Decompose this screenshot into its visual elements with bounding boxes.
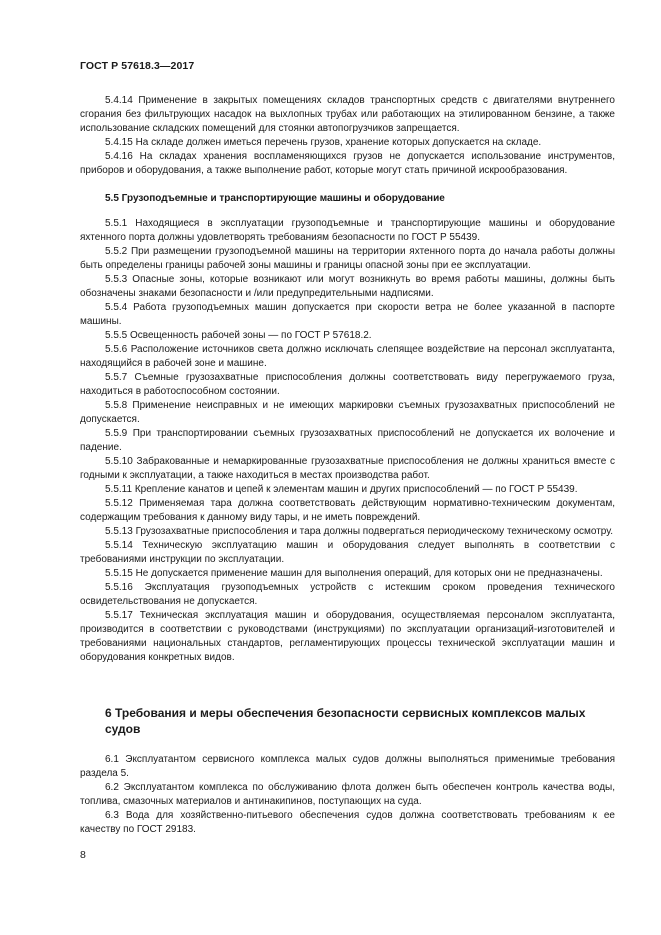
page-number: 8 [80,849,86,861]
paragraph-5-5-5: 5.5.5 Освещенность рабочей зоны — по ГОСТ Р 57618.2. [105,330,372,341]
paragraph-5-5-6: 5.5.6 Расположение источников света должно исключать слепящее воздействие на персонал эксплуатанта, находящийся в рабочей зоне и машине. [80,344,615,369]
main-text [80,94,615,665]
paragraph-5-5-14: 5.5.14 Техническую эксплуатацию машин и оборудования следует выполнять в соответствии с требованиями инструкции по эксплуатации. [80,540,615,565]
section-6 [80,706,615,837]
standard-designation: ГОСТ Р 57618.3—2017 [80,60,195,72]
paragraph-5-5-15: 5.5.15 Не допускается применение машин для выполнения операций, для которых они не предназначены. [105,568,603,579]
section-6-text [80,753,615,837]
paragraph-5-4-16: 5.4.16 На складах хранения воспламеняющихся грузов не допускается использование инструментов, приборов и оборудования, а также выполнение работ, которые могут стать причиной искрообразования. [80,151,615,176]
paragraph-5-5-12: 5.5.12 Применяемая тара должна соответствовать действующим нормативно-техническим документам, содержащим требования к данному виду тары, и не иметь повреждений. [80,498,615,523]
paragraph-6-2: 6.2 Эксплуатантом комплекса по обслуживанию флота должен быть обеспечен контроль качества воды, топлива, смазочных материалов и антинакипинов, поступающих на суда. [80,782,615,807]
paragraph-6-3: 6.3 Вода для хозяйственно-питьевого обеспечения судов должна соответствовать требованиям к ее качеству по ГОСТ 29183. [80,810,615,835]
paragraph-5-5-2: 5.5.2 При размещении грузоподъемной машины на территории яхтенного порта до начала работы должны быть определены границы рабочей зоны машины и границы опасной зоны при ее эксплуатации. [80,246,615,271]
paragraph-5-4-14: 5.4.14 Применение в закрытых помещениях складов транспортных средств с двигателями внутреннего сгорания без фильтрующих насадок на выхлопных трубах или работающих на этилированном бензине, а также использование складских помещений для стоянки автопогрузчиков запрещается. [80,95,615,134]
paragraph-5-5-3: 5.5.3 Опасные зоны, которые возникают или могут возникнуть во время работы машины, должны быть обозначены знаками безопасности и /или предупредительными надписями. [80,274,615,299]
paragraph-5-5-8: 5.5.8 Применение неисправных и не имеющих маркировки съемных грузозахватных приспособлений не допускается. [80,400,615,425]
paragraph-5-5-9: 5.5.9 При транспортировании съемных грузозахватных приспособлений не допускается их волочение и падение. [80,428,615,453]
paragraph-5-5-7: 5.5.7 Съемные грузозахватные приспособления должны соответствовать виду перегружаемого груза, находиться в работоспособном состоянии. [80,372,615,397]
paragraph-5-5-16: 5.5.16 Эксплуатация грузоподъемных устройств с истекшим сроком проведения технического освидетельствования не допускается. [80,582,615,607]
paragraph-5-5-10: 5.5.10 Забракованные и немаркированные грузозахватные приспособления не должны храниться вместе с годными к эксплуатации, а также находиться в местах производства работ. [80,456,615,481]
section-title-6: 6 Требования и меры обеспечения безопасности сервисных комплексов малых судов [105,706,586,736]
paragraph-6-1: 6.1 Эксплуатантом сервисного комплекса малых судов должны выполняться применимые требования раздела 5. [80,754,615,779]
paragraph-5-5-13: 5.5.13 Грузозахватные приспособления и тара должны подвергаться периодическому техническому осмотру. [105,526,614,537]
paragraph-5-5-4: 5.5.4 Работа грузоподъемных машин допускается при скорости ветра не более указанной в паспорте машины. [80,302,615,327]
paragraph-5-5-17: 5.5.17 Техническая эксплуатация машин и оборудования, осуществляемая персоналом эксплуатанта, производится в соответствии с руководствами (инструкциями) по эксплуатации организаций-изготовителей и требованиями национальных стандартов, регламентирующих процессы технической эксплуатации машин и оборудования конкретных видов. [80,610,615,663]
paragraph-5-5-11: 5.5.11 Крепление канатов и цепей к элементам машин и других приспособлений — по ГОСТ Р 55439. [105,484,578,495]
subsection-title-5-5: 5.5 Грузоподъемные и транспортирующие машины и оборудование [105,193,445,204]
paragraph-5-4-15: 5.4.15 На складе должен иметься перечень грузов, хранение которых допускается на складе. [105,137,542,148]
paragraph-5-5-1: 5.5.1 Находящиеся в эксплуатации грузоподъемные и транспортирующие машины и оборудование яхтенного порта должны удовлетворять требованиям безопасности по ГОСТ Р 55439. [80,218,615,243]
